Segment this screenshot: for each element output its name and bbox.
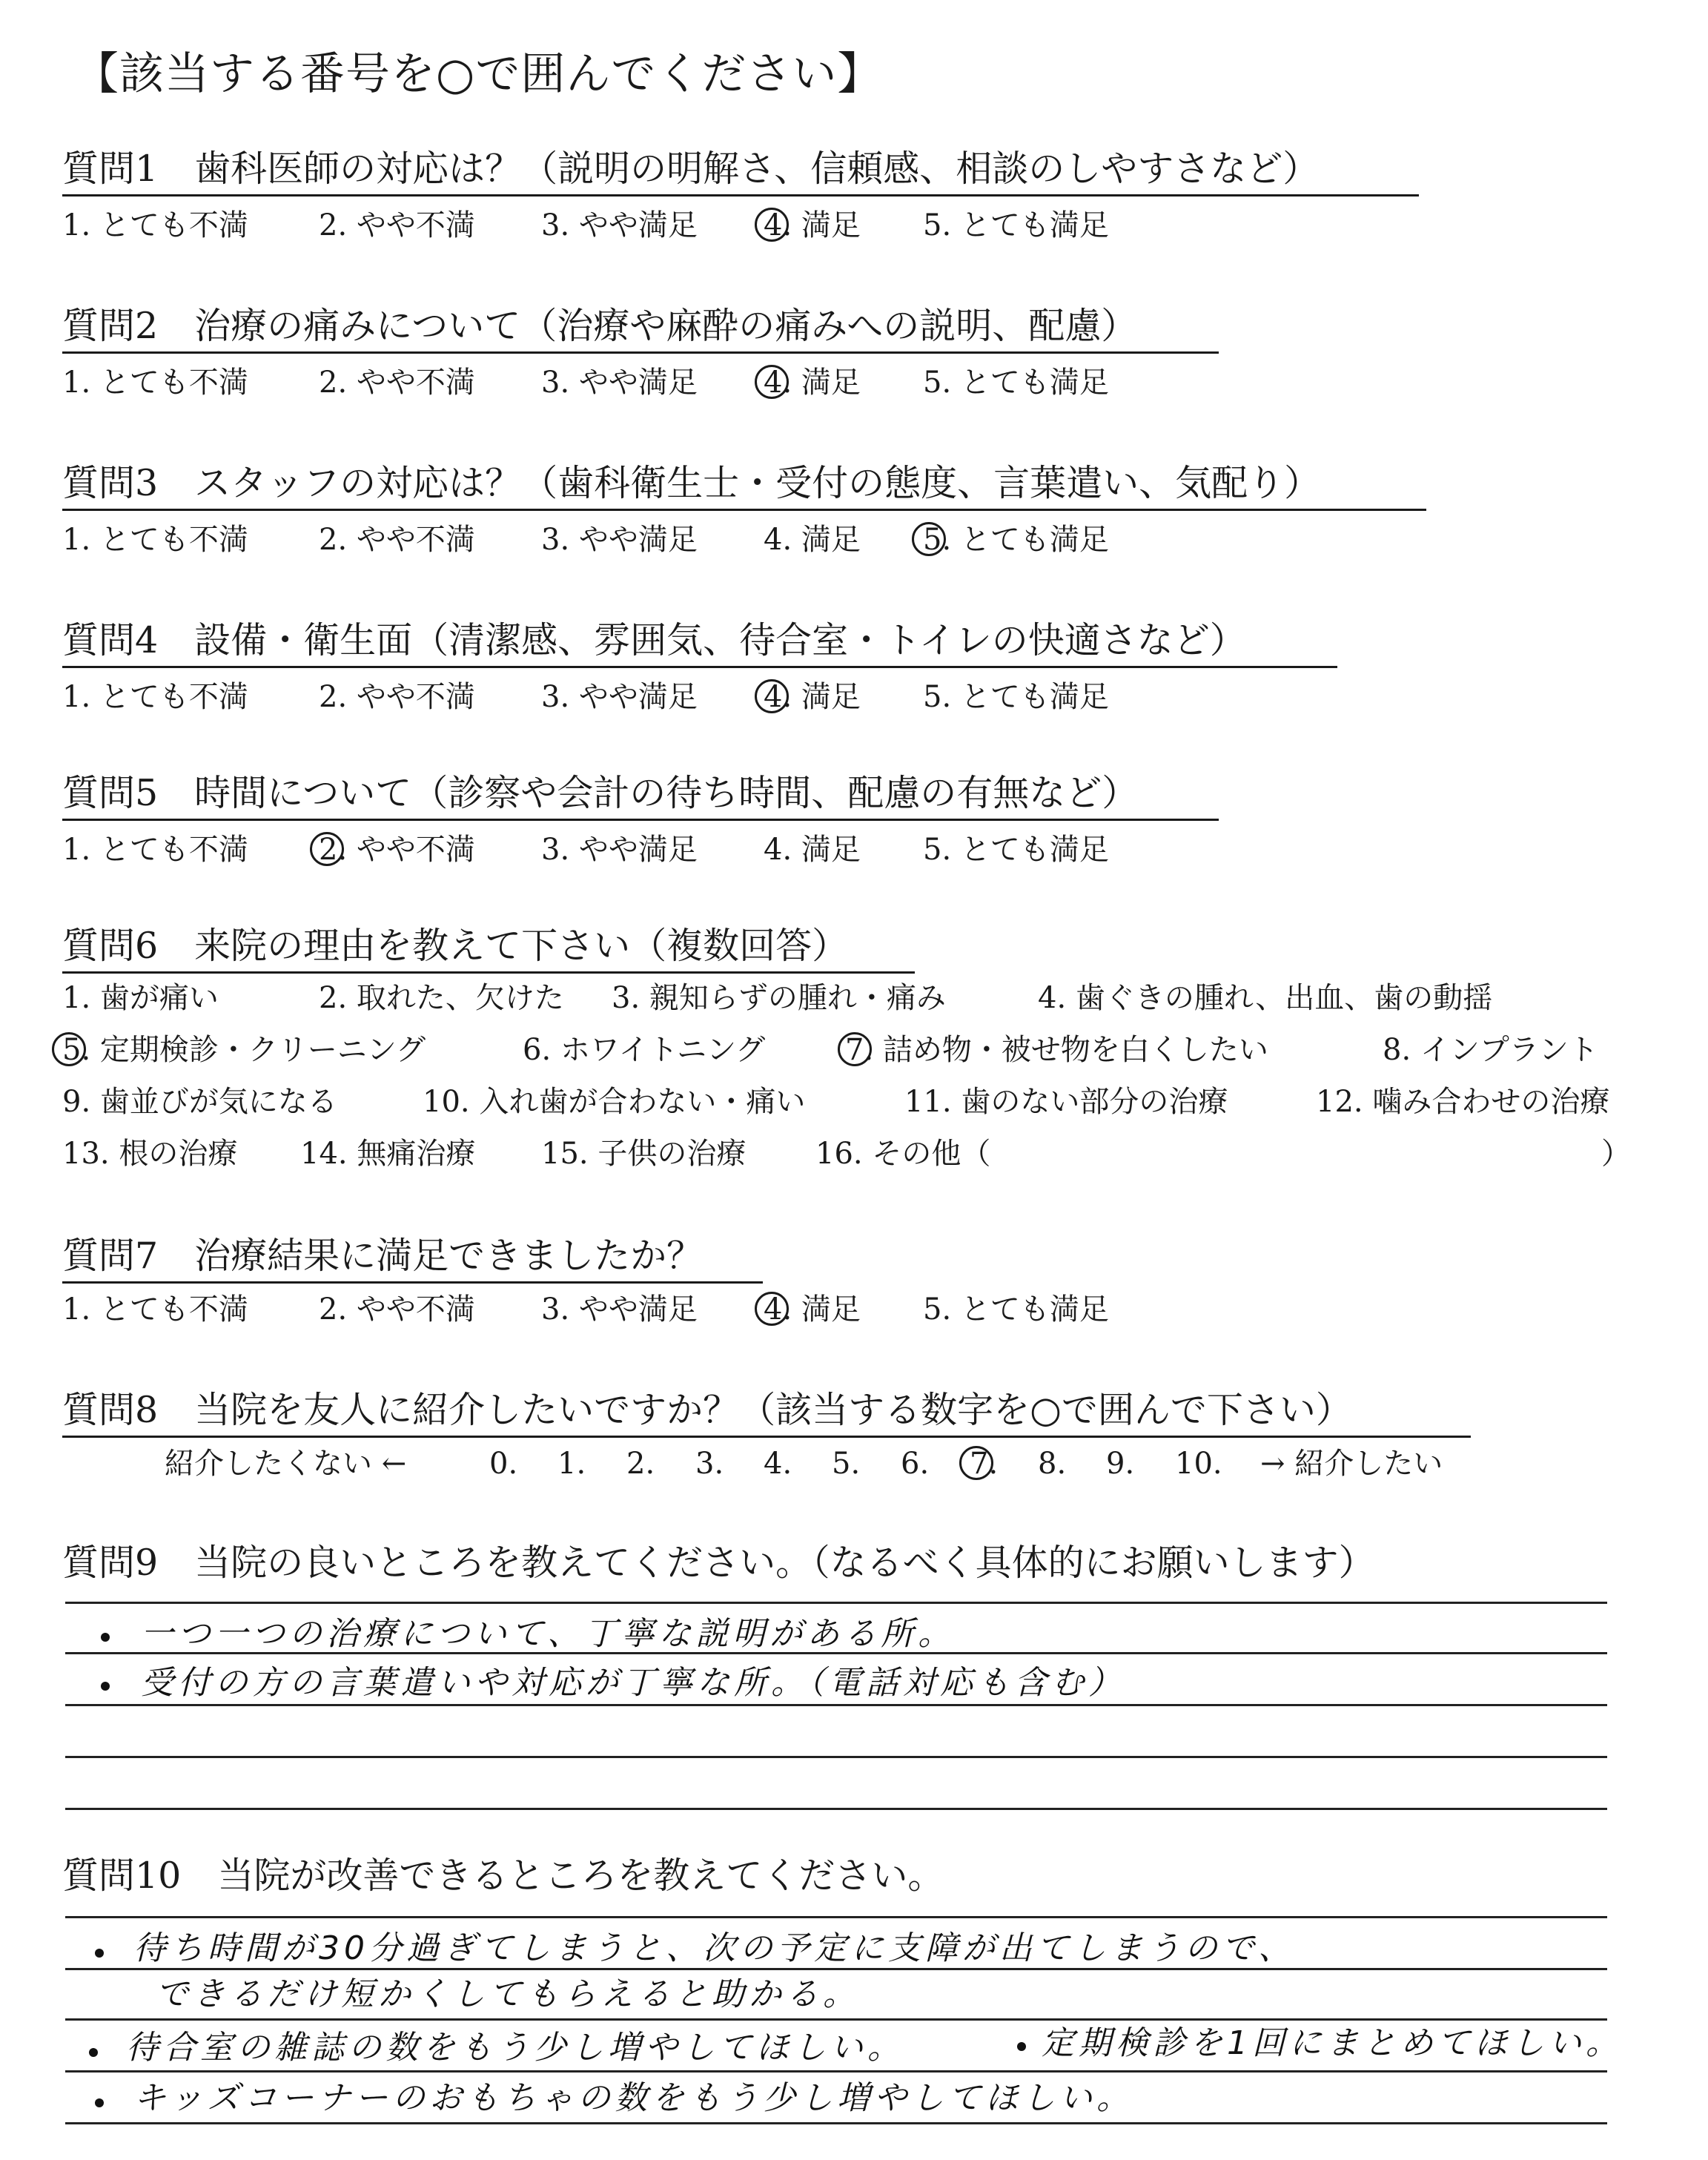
reason-option[interactable]: 5. 定期検診・クリーニング — [62, 1033, 426, 1067]
option-4[interactable]: 4. 満足 — [764, 680, 861, 714]
option-5[interactable]: 5. とても満足 — [923, 1292, 1109, 1327]
option-3[interactable]: 3. やや満足 — [541, 680, 698, 714]
answer-circle — [959, 1446, 993, 1480]
reason-option[interactable]: 16. その他（ — [815, 1137, 991, 1171]
answer-circle — [52, 1032, 86, 1066]
answer-circle — [310, 832, 344, 866]
option-4[interactable]: 4. 満足 — [764, 1292, 861, 1327]
option-5[interactable]: 5. とても満足 — [923, 366, 1109, 400]
answer-rule — [65, 2018, 1607, 2021]
reason-option[interactable]: 13. 根の治療 — [62, 1137, 238, 1171]
option-2[interactable]: 2. やや不満 — [319, 523, 475, 557]
answer-rule — [65, 1704, 1607, 1706]
question-3-underline — [62, 509, 1426, 511]
answer-rule — [65, 1916, 1607, 1918]
option-5[interactable]: 5. とても満足 — [923, 680, 1109, 714]
answer-rule — [65, 1808, 1607, 1810]
bullet-dot — [89, 2048, 98, 2057]
scale-option[interactable]: 8. — [1038, 1447, 1067, 1481]
reason-option[interactable]: 10. 入れ歯が合わない・痛い — [423, 1085, 806, 1119]
question-7-heading: 質問7 治療結果に満足できましたか？ — [62, 1235, 704, 1277]
handwritten-answer: できるだけ短かくしてもらえると助かる。 — [156, 1975, 860, 2013]
scale-option[interactable]: 7. — [970, 1447, 999, 1481]
bullet-dot — [95, 1949, 104, 1958]
answer-circle — [912, 522, 946, 556]
scale-right-label: → 紹介したい — [1260, 1447, 1443, 1481]
scale-option[interactable]: 6. — [901, 1447, 930, 1481]
option-2[interactable]: 2. やや不満 — [319, 208, 475, 242]
scale-option[interactable]: 10. — [1175, 1447, 1222, 1481]
scale-option[interactable]: 3. — [695, 1447, 724, 1481]
option-2[interactable]: 2. やや不満 — [319, 366, 475, 400]
handwritten-answer: 定期検診を1回にまとめてほしい。 — [1042, 2024, 1623, 2062]
option-2[interactable]: 2. やや不満 — [319, 833, 475, 867]
answer-rule — [65, 2070, 1607, 2073]
scale-left-label: 紹介したくない ← — [165, 1447, 407, 1481]
question-8-heading: 質問8 当院を友人に紹介したいですか？（該当する数字を○で囲んで下さい） — [62, 1389, 1352, 1431]
handwritten-answer: 一つ一つの治療について、丁寧な説明がある所。 — [141, 1615, 956, 1653]
handwritten-answer: 受付の方の言葉遣いや対応が丁寧な所。（電話対応も含む） — [141, 1664, 1125, 1702]
handwritten-answer: 待ち時間が30分過ぎてしまうと、次の予定に支障が出てしまうので、 — [133, 1929, 1296, 1967]
reason-option[interactable]: 15. 子供の治療 — [541, 1137, 747, 1171]
bullet-dot — [95, 2098, 104, 2107]
reason-option[interactable]: 1. 歯が痛い — [62, 981, 219, 1015]
question-9-heading: 質問9 当院の良いところを教えてください。（なるべく具体的にお願いします） — [62, 1542, 1375, 1584]
option-3[interactable]: 3. やや満足 — [541, 1292, 698, 1327]
scale-option[interactable]: 1. — [557, 1447, 586, 1481]
bullet-dot — [1017, 2042, 1026, 2051]
question-10-heading: 質問10 当院が改善できるところを教えてください。 — [62, 1855, 944, 1897]
option-3[interactable]: 3. やや満足 — [541, 366, 698, 400]
answer-rule — [65, 2122, 1607, 2124]
answer-circle — [838, 1032, 872, 1066]
bullet-dot — [101, 1633, 110, 1642]
option-1[interactable]: 1. とても不満 — [62, 1292, 248, 1327]
question-1-underline — [62, 194, 1419, 196]
reason-option[interactable]: 14. 無痛治療 — [300, 1137, 476, 1171]
answer-rule — [65, 1602, 1607, 1604]
reason-option[interactable]: 12. 噛み合わせの治療 — [1316, 1085, 1610, 1119]
option-1[interactable]: 1. とても不満 — [62, 833, 248, 867]
question-5-heading: 質問5 時間について（診察や会計の待ち時間、配慮の有無など） — [62, 772, 1139, 814]
answer-circle — [755, 1292, 789, 1326]
page-title: 【該当する番号を○で囲んでください】 — [74, 48, 883, 100]
reason-option-close-paren: ） — [1601, 1137, 1631, 1171]
scale-option[interactable]: 5. — [832, 1447, 861, 1481]
question-2-heading: 質問2 治療の痛みについて（治療や麻酔の痛みへの説明、配慮） — [62, 305, 1138, 347]
reason-option[interactable]: 9. 歯並びが気になる — [62, 1085, 337, 1119]
handwritten-answer: キッズコーナーのおもちゃの数をもう少し増やしてほしい。 — [133, 2079, 1134, 2117]
question-8-underline — [62, 1436, 1471, 1438]
option-1[interactable]: 1. とても不満 — [62, 680, 248, 714]
question-6-heading: 質問6 来院の理由を教えて下さい（複数回答） — [62, 925, 849, 967]
handwritten-answer: 待合室の雑誌の数をもう少し増やしてほしい。 — [126, 2029, 904, 2067]
reason-option[interactable]: 3. 親知らずの腫れ・痛み — [612, 981, 946, 1015]
reason-option[interactable]: 7. 詰め物・被せ物を白くしたい — [845, 1033, 1268, 1067]
scale-option[interactable]: 9. — [1106, 1447, 1135, 1481]
option-4[interactable]: 4. 満足 — [764, 833, 861, 867]
option-4[interactable]: 4. 満足 — [764, 366, 861, 400]
option-3[interactable]: 3. やや満足 — [541, 833, 698, 867]
option-2[interactable]: 2. やや不満 — [319, 1292, 475, 1327]
question-7-underline — [62, 1281, 763, 1284]
reason-option[interactable]: 6. ホワイトニング — [523, 1033, 766, 1067]
option-3[interactable]: 3. やや満足 — [541, 208, 698, 242]
answer-circle — [755, 365, 789, 399]
option-1[interactable]: 1. とても不満 — [62, 208, 248, 242]
question-2-underline — [62, 351, 1219, 354]
question-4-heading: 質問4 設備・衛生面（清潔感、雰囲気、待合室・トイレの快適さなど） — [62, 619, 1246, 661]
option-5[interactable]: 5. とても満足 — [923, 833, 1109, 867]
reason-option[interactable]: 8. インプラント — [1383, 1033, 1598, 1067]
option-5[interactable]: 5. とても満足 — [923, 523, 1109, 557]
option-2[interactable]: 2. やや不満 — [319, 680, 475, 714]
reason-option[interactable]: 2. 取れた、欠けた — [319, 981, 564, 1015]
bullet-dot — [101, 1682, 110, 1691]
question-3-heading: 質問3 スタッフの対応は？（歯科衛生士・受付の態度、言葉遣い、気配り） — [62, 462, 1321, 504]
scale-option[interactable]: 2. — [626, 1447, 655, 1481]
reason-option[interactable]: 11. 歯のない部分の治療 — [904, 1085, 1228, 1119]
scale-option[interactable]: 0. — [489, 1447, 518, 1481]
question-6-underline — [62, 971, 915, 974]
option-4[interactable]: 4. 満足 — [764, 208, 861, 242]
question-1-heading: 質問1 歯科医師の対応は？（説明の明解さ、信頼感、相談のしやすさなど） — [62, 148, 1320, 190]
option-1[interactable]: 1. とても不満 — [62, 366, 248, 400]
reason-option[interactable]: 4. 歯ぐきの腫れ、出血、歯の動揺 — [1038, 981, 1493, 1015]
option-3[interactable]: 3. やや満足 — [541, 523, 698, 557]
option-4[interactable]: 4. 満足 — [764, 523, 861, 557]
answer-rule — [65, 1756, 1607, 1758]
option-5[interactable]: 5. とても満足 — [923, 208, 1109, 242]
answer-circle — [755, 208, 789, 242]
question-5-underline — [62, 819, 1219, 821]
scale-option[interactable]: 4. — [764, 1447, 792, 1481]
option-1[interactable]: 1. とても不満 — [62, 523, 248, 557]
answer-circle — [755, 679, 789, 713]
question-4-underline — [62, 666, 1337, 668]
